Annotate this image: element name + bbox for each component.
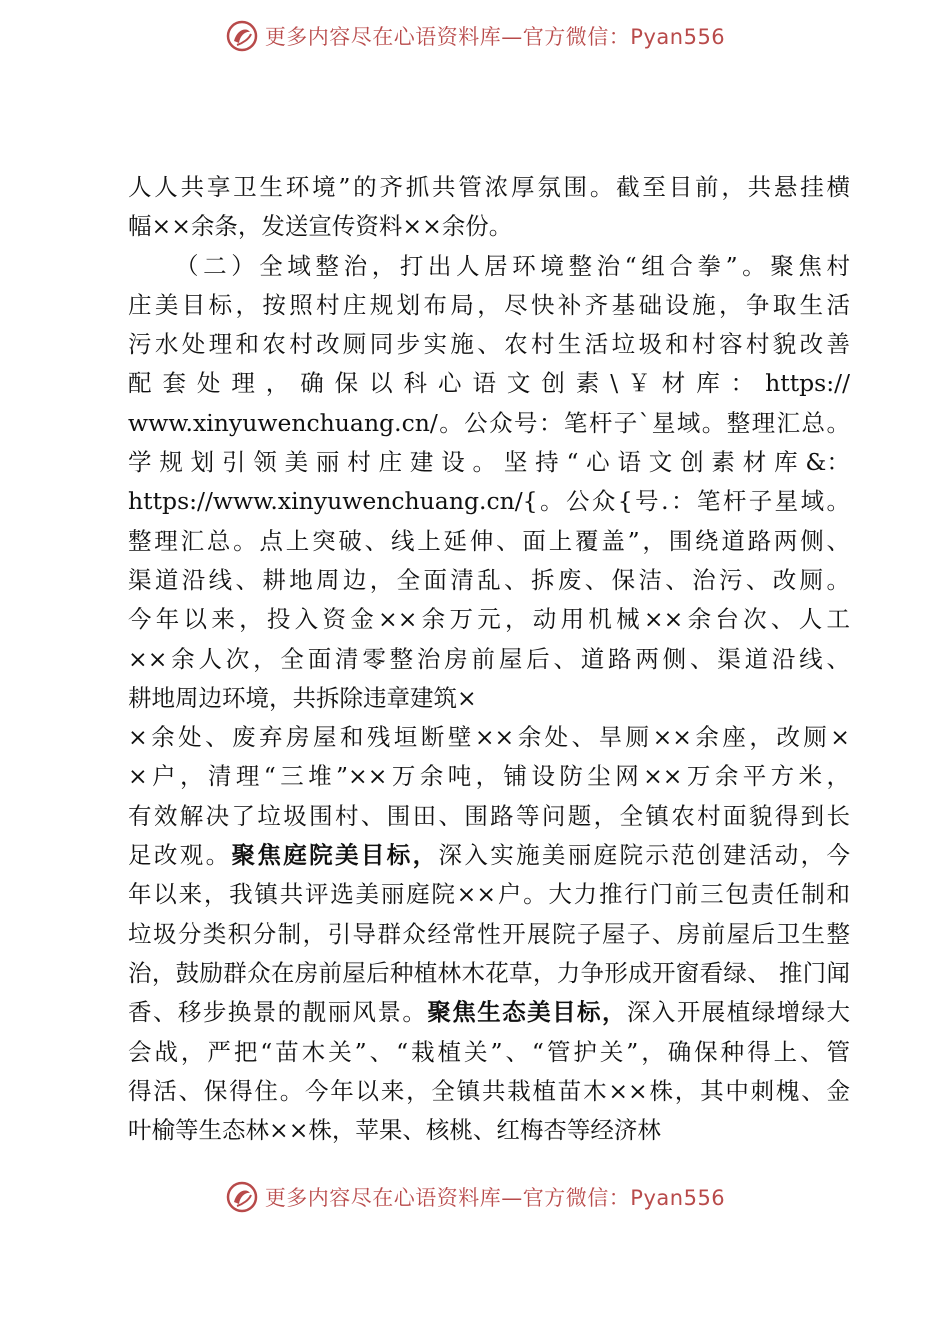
paragraph-line: www.xinyuwenchuang.cn/。公众号：笔杆子`星域。整理汇总。 — [128, 408, 850, 437]
header-banner — [0, 11, 950, 61]
paragraph-line: 今年以来，投入资金××余万元，动用机械××余台次、人工 — [128, 605, 850, 634]
paragraph-line: ×户，清理“三堆”××万余吨，铺设防尘网××万余平方米， — [128, 762, 850, 791]
paragraph-line: 耕地周边环境，共拆除违章建筑× — [128, 683, 477, 712]
line-prefix: 足改观。 — [128, 841, 232, 870]
paragraph-line: 叶榆等生态林××株，苹果、核桃、红梅杏等经济林 — [128, 1116, 661, 1145]
paragraph-line: 学 规 划 引 领 美 丽 村 庄 建 设 。 坚 持 “ 心 语 文 创 素 材 库 &： — [128, 448, 850, 477]
swirl-logo-icon — [225, 19, 259, 53]
document-body — [128, 168, 850, 1150]
paragraph-line: 治，鼓励群众在房前屋后种植林木花草，力争形成开窗看绿、 推门闻 — [128, 958, 850, 987]
header-banner-text: 更多内容尽在心语资料库—官方微信：Pyan556 — [264, 25, 726, 49]
footer-banner — [0, 1172, 950, 1222]
paragraph-line: 人人共享卫生环境”的齐抓共管浓厚氛围。截至目前，共悬挂横 — [128, 173, 850, 201]
line-rest: 深入实施美丽庭院示范创建活动，今 — [438, 841, 850, 870]
paragraph-line: ×余处、废弃房屋和残垣断壁××余处、旱厕××余座，改厕× — [128, 723, 850, 752]
paragraph-line-mixed — [128, 993, 850, 1032]
paragraph-line: 配 套 处 理 ， 确 保 以 科 心 语 文 创 素 \ ￥ 材 库 ： https:// — [128, 369, 850, 398]
paragraph-line: 庄美目标，按照村庄规划布局，尽快补齐基础设施，争取生活 — [128, 290, 850, 319]
paragraph-line: 幅××余条，发送宣传资料××余份。 — [128, 212, 513, 241]
paragraph-line: 年以来，我镇共评选美丽庭院××户。大力推行门前三包责任制和 — [128, 880, 850, 909]
paragraph-line: 会战，严把“苗木关”、“栽植关”、“管护关”，确保种得上、管 — [128, 1037, 850, 1066]
bold-heading-ecology: 聚焦生态美目标， — [427, 998, 627, 1027]
paragraph-line: ××余人次，全面清零整治房前屋后、道路两侧、渠道沿线、 — [128, 644, 850, 673]
paragraph-line-mixed — [128, 836, 850, 875]
swirl-logo-icon — [225, 1180, 259, 1214]
paragraph-line: https://www.xinyuwenchuang.cn/{。公众{号.：笔杆子星域。 — [128, 487, 850, 516]
paragraph-line: 有效解决了垃圾围村、围田、围路等问题，全镇农村面貌得到长 — [128, 801, 850, 830]
line-prefix: 香、移步换景的靓丽风景。 — [128, 998, 428, 1027]
paragraph-line: 渠道沿线、耕地周边，全面清乱、拆废、保洁、治污、改厕。 — [128, 565, 850, 594]
paragraph-line: 垃圾分类积分制，引导群众经常性开展院子屋子、房前屋后卫生整 — [128, 919, 850, 948]
bold-heading-courtyard: 聚焦庭院美目标， — [231, 841, 439, 870]
line-rest: 深入开展植绿增绿大 — [626, 998, 850, 1027]
paragraph-line: 整理汇总。点上突破、线上延伸、面上覆盖”，围绕道路两侧、 — [128, 526, 850, 555]
footer-banner-text: 更多内容尽在心语资料库—官方微信：Pyan556 — [264, 1186, 726, 1210]
paragraph-line: 得活、保得住。今年以来，全镇共栽植苗木××株，其中刺槐、金 — [128, 1076, 850, 1105]
paragraph-line: 污水处理和农村改厕同步实施、农村生活垃圾和村容村貌改善 — [128, 330, 850, 359]
paragraph-line: （二）全域整治，打出人居环境整治“组合拳”。聚焦村 — [175, 251, 850, 280]
